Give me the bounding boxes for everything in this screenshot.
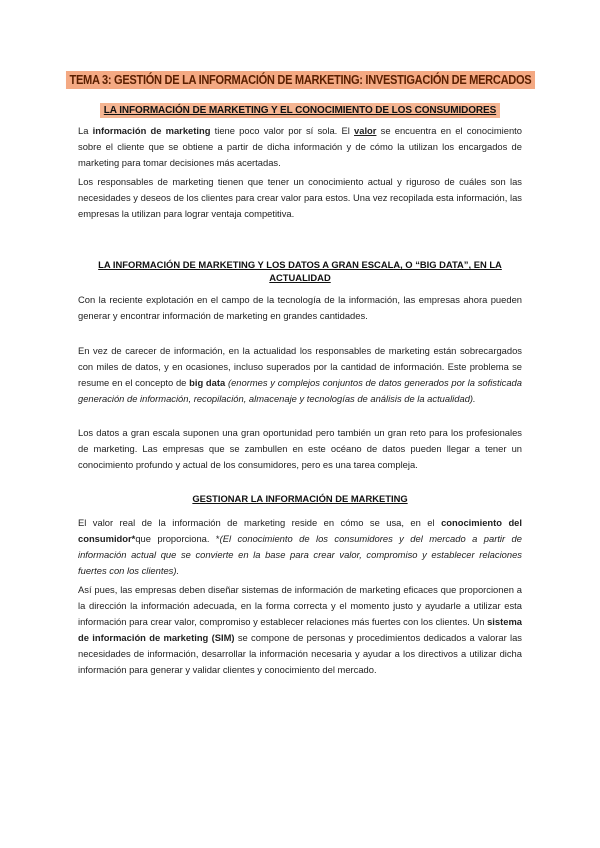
bold-term-sim: sistema de información de marketing (SIM): [78, 616, 522, 643]
page-title: TEMA 3: GESTIÓN DE LA INFORMACIÓN DE MARKETING: INVESTIGACIÓN DE MERCADOS: [66, 71, 535, 89]
bold-term-big-data: big data: [189, 377, 226, 388]
section2-paragraph-1: Con la reciente explotación en el campo de la tecnología de la información, las empresas ahora pueden generar y encontrar información de marketing en grandes cantidades.: [78, 294, 522, 321]
italic-definition: (El conocimiento de los consumidores y del mercado a partir de información actual que se convierte en la base para crear valor, compromiso y establecer relaciones fuertes con los clientes).: [78, 533, 522, 576]
bold-term-marketing-info: información de marketing: [92, 125, 211, 136]
text-run: En vez de carecer de información, en la actualidad los responsables de marketing están sobrecargados con miles de datos, y en ocasiones, incluso superados por la cantidad de información. Este problema se resume en el concepto de: [78, 345, 522, 388]
section1-paragraph-1: [78, 123, 522, 171]
text-run: se compone de personas y procedimientos dedicados a valorar las necesidades de información, desarrollar la información necesaria y ayudar a los directivos a utilizar dicha información para generar y validar clientes y conocimiento del mercado.: [78, 632, 522, 675]
text-run: se encuentra en el conocimiento sobre el cliente que se obtiene a partir de dicha información y de cómo la utilizan los encargados de marketing para tomar decisiones más acertadas.: [78, 125, 523, 168]
section2-paragraph-2: [78, 343, 522, 407]
bold-term-conocimiento: conocimiento del consumidor*: [78, 517, 523, 544]
section1-paragraph-2: Los responsables de marketing tienen que tener un conocimiento actual y riguroso de cuáles son las necesidades y deseos de los clientes para crear valor para estos. Una vez recopilada esta información, las empresas la utilizan para lograr ventaja competitiva.: [78, 176, 522, 219]
section2-heading: LA INFORMACIÓN DE MARKETING Y LOS DATOS A GRAN ESCALA, O “BIG DATA”, EN LA ACTUALIDAD: [98, 259, 502, 283]
text-run: La: [78, 125, 93, 136]
text-run: Así pues, las empresas deben diseñar sistemas de información de marketing eficaces que proporcionen a la dirección la información adecuada, en la forma correcta y el momento justo y ayudarle a utilizar esta información para crear valor, compromiso y establecer relaciones más fuertes con los clientes. Un: [78, 584, 522, 627]
section1-heading: LA INFORMACIÓN DE MARKETING Y EL CONOCIMIENTO DE LOS CONSUMIDORES: [100, 103, 500, 118]
italic-definition: (enormes y complejos conjuntos de datos generados por la sofisticada generación de información, recopilación, almacenaje y tecnologías de análisis de la actualidad).: [78, 377, 522, 404]
section3-paragraph-2: [78, 582, 522, 678]
section1-heading-container: [0, 100, 600, 118]
text-run: tiene poco valor por sí sola. El: [210, 125, 355, 136]
text-run: que proporciona. *: [135, 533, 220, 544]
section3-paragraph-1: [78, 515, 522, 579]
text-run: El valor real de la información de marketing reside en cómo se usa, en el: [78, 517, 442, 528]
bold-term-valor: valor: [354, 125, 377, 136]
title-container: [0, 71, 600, 89]
section3-heading: GESTIONAR LA INFORMACIÓN DE MARKETING: [192, 493, 408, 504]
section2-paragraph-3: Los datos a gran escala suponen una gran oportunidad pero también un gran reto para los profesionales de marketing. Las empresas que se zambullen en este océano de datos pueden llegar a tener un conocimiento profundo y actual de los consumidores, pero es una tarea compleja.: [78, 427, 522, 470]
